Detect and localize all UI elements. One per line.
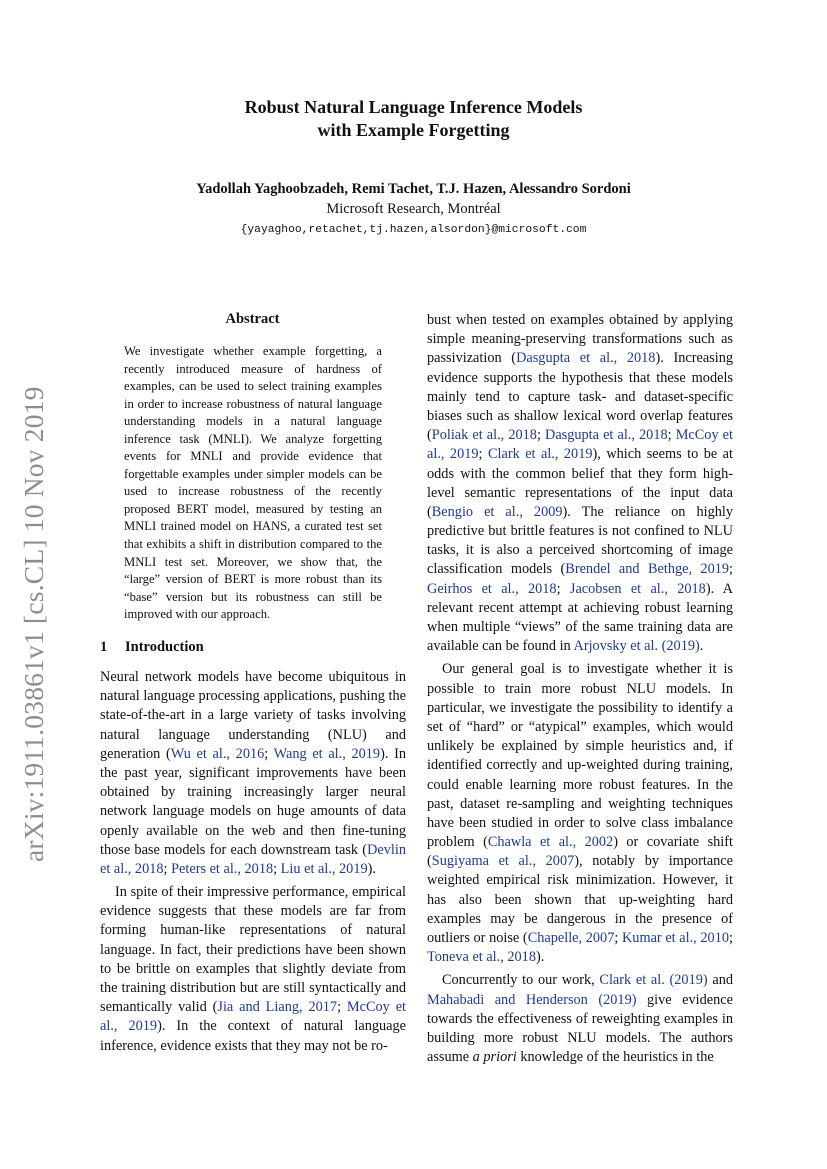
intro-paragraph-2: In spite of their impressive performance, empirical evidence suggests that these models are far from forming human-like representations of natural language. In fact, their predictions have been shown to be brittle on examples that slightly deviate from the training distribution but are still syntactically and semantically valid (Jia and Liang, 2017; McCoy et al., 2019). In the context of natural language inference, evidence exists that they may not be ro- — [100, 884, 407, 1054]
title-line-2: with Example Forgetting — [317, 120, 510, 140]
citation-link[interactable]: Arjovsky et al. (2019) — [573, 638, 700, 655]
citation-link[interactable]: Devlin et al., 2018 — [100, 841, 406, 877]
citation-link[interactable]: Mahabadi and Henderson (2019) — [427, 991, 637, 1008]
affiliation: Microsoft Research, Montréal — [326, 201, 501, 217]
citation-link[interactable]: Peters et al., 2018 — [171, 860, 274, 877]
citation-link[interactable]: Sugiyama et al., 2007 — [431, 853, 575, 870]
citation-link[interactable]: Chapelle, 2007 — [527, 930, 615, 946]
title-line-1: Robust Natural Language Inference Models — [244, 97, 583, 117]
citation-link[interactable]: Geirhos et al., 2018 — [427, 580, 557, 597]
citation-link[interactable]: Brendel and Bethge, 2019 — [565, 561, 730, 578]
intro-paragraph-3: bust when tested on examples obtained by applying simple meaning-preserving transformations such as passivization (Dasgupta et al., 2018). Increasing evidence supports the hypothesis that these models mainly tend to capture task- and dataset-specific biases such as shallow lexical word overlap features (Poliak et al., 2018; Dasgupta et al., 2018; McCoy et al., 2019; Clark et al., 2019), which seems to be at odds with the common belief that they form high-level semantic representations of the input data (Bengio et al., 2009). The reliance on highly predictive but brittle features is not confined to NLU tasks, it is also a perceived shortcoming of image classification models (Brendel and Bethge, 2019; Geirhos et al., 2018; Jacobsen et al., 2018). A relevant recent attempt at achieving robust learning when multiple “views” of the same training data are available can be found in Arjovsky et al. (2019). — [427, 312, 734, 655]
citation-link[interactable]: Chawla et al., 2002 — [487, 834, 614, 851]
citation-link[interactable]: Bengio et al., 2009 — [431, 503, 563, 520]
email-addresses: {yayaghoo,retachet,tj.hazen,alsordon}@microsoft.com — [240, 224, 587, 236]
emphasis-a-priori: a priori — [472, 1049, 517, 1066]
right-column — [427, 311, 733, 1067]
citation-link[interactable]: Jia and Liang, 2017 — [217, 999, 338, 1016]
citation-link[interactable]: Clark et al., 2019 — [487, 446, 593, 463]
intro-paragraph-1: Neural network models have become ubiquitous in natural language processing applications, pushing the state-of-the-art in a large variety of tasks involving natural language understanding (NLU) and generation (Wu et al., 2016; Wang et al., 2019). In the past year, significant improvements have been obtained by training increasingly larger neural network language models on huge amounts of data openly available on the web and then fine-tuning those base models for each downstream task (Devlin et al., 2018; Peters et al., 2018; Liu et al., 2019). — [100, 669, 407, 877]
citation-link[interactable]: Wu et al., 2016 — [170, 745, 265, 762]
citation-link[interactable]: Clark et al. (2019) — [599, 972, 708, 989]
abstract-text: We investigate whether example forgetting, a recently introduced measure of hardness of examples, can be used to select training examples in order to increase robustness of natural language understanding models in a natural language inference task (MNLI). We analyze forgetting events for MNLI and provide evidence that forgettable examples under simpler models can be used to increase robustness of the recently proposed BERT model, measured by testing an MNLI trained model on HANS, a curated test set that exhibits a shift in distribution compared to the MNLI test set. Moreover, we show that, the “large” version of BERT is more robust than its “base” version but its robustness can still be improved with our approach. — [124, 344, 382, 622]
citation-link[interactable]: Toneva et al., 2018 — [427, 949, 536, 966]
citation-link[interactable]: McCoy et al., 2019 — [427, 427, 733, 463]
section-number: 1 — [100, 639, 108, 655]
authors: Yadollah Yaghoobzadeh, Remi Tachet, T.J. Hazen, Alessandro Sordoni — [196, 181, 631, 197]
citation-link[interactable]: Poliak et al., 2018 — [431, 427, 537, 444]
section-heading-introduction — [100, 639, 405, 656]
citation-link[interactable]: Jacobsen et al., 2018 — [569, 580, 706, 597]
paper-title — [0, 96, 827, 142]
arxiv-stamp: arXiv:1911.03861v1 [cs.CL] 10 Nov 2019 — [18, 386, 49, 862]
citation-link[interactable]: Dasgupta et al., 2018 — [516, 350, 656, 367]
citation-link[interactable]: Liu et al., 2019 — [280, 860, 368, 877]
citation-link[interactable]: Wang et al., 2019 — [273, 745, 381, 762]
intro-paragraph-5: Concurrently to our work, Clark et al. (2019) and Mahabadi and Henderson (2019) give evidence towards the effectiveness of reweighting examples in building more robust NLU models. The authors assume a priori knowledge of the heuristics in the — [427, 972, 734, 1066]
section-title: Introduction — [125, 639, 204, 655]
abstract-heading: Abstract — [225, 311, 280, 327]
citation-link[interactable]: McCoy et al., 2019 — [100, 999, 407, 1035]
left-column — [100, 668, 406, 1056]
citation-link[interactable]: Kumar et al., 2010 — [621, 930, 730, 946]
intro-paragraph-4: Our general goal is to investigate whether it is possible to train more robust NLU models. In particular, we investigate the possibility to identify a set of “hard” or “atypical” examples, which would unlikely be explained by simple heuristics and, if identified correctly and up-weighted during training, could enable learning more robust features. In the past, dataset re-sampling and weighting techniques have been studied in order to solve class imbalance problem (Chawla et al., 2002) or covariate shift (Sugiyama et al., 2007), notably by importance weighted empirical risk minimization. However, it has also been shown that up-weighting hard examples may be dangerous in the presence of outliers or noise (Chapelle, 2007; Kumar et al., 2010; Toneva et al., 2018). — [427, 661, 733, 966]
citation-link[interactable]: Dasgupta et al., 2018 — [545, 427, 668, 444]
